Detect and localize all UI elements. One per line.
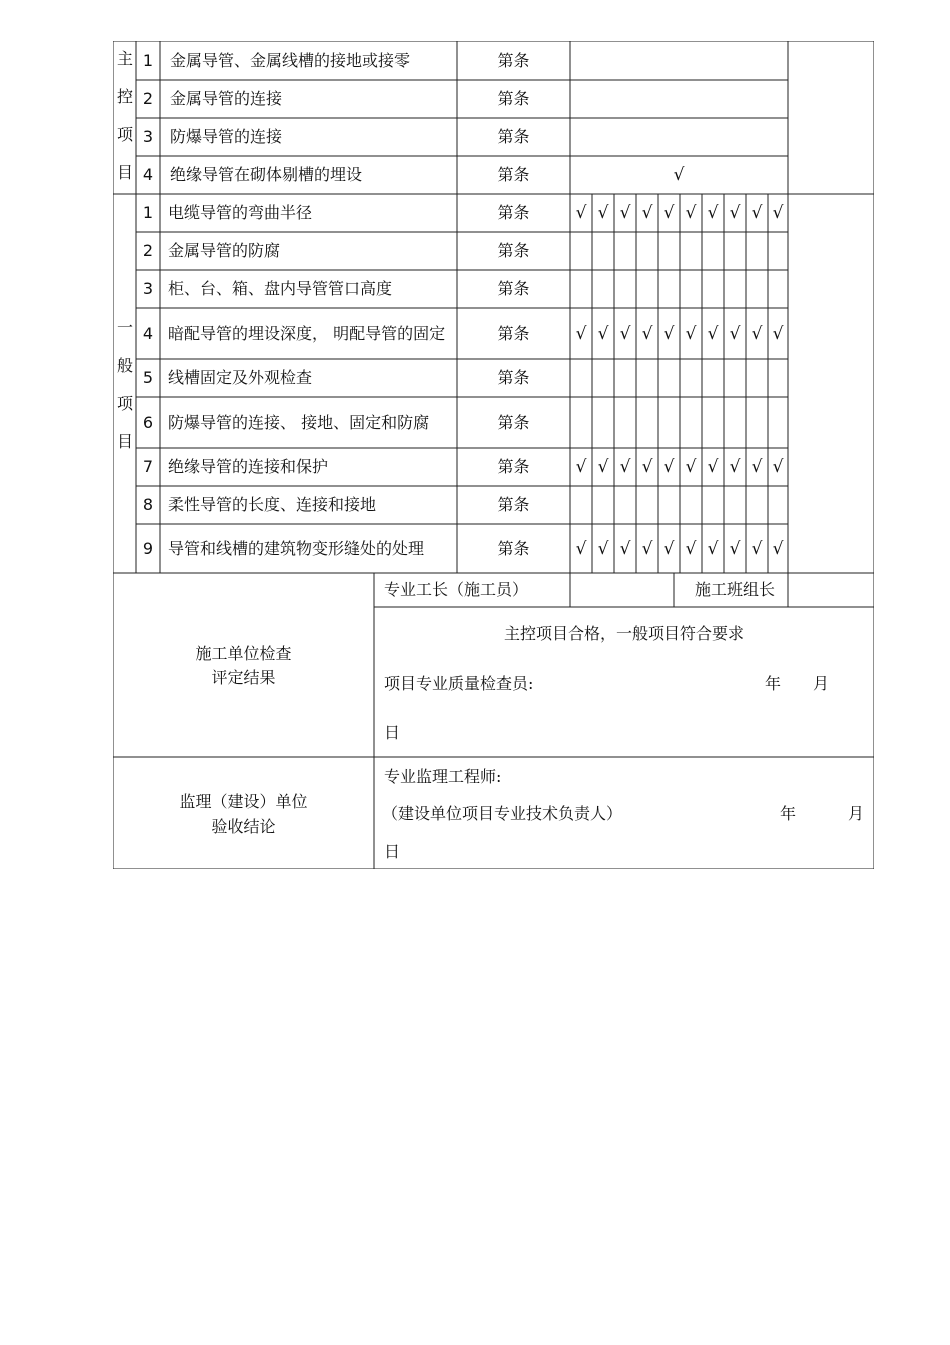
item-number: 7 [142, 457, 154, 476]
inspection-form [113, 41, 874, 869]
general-label-char: 一 [117, 318, 134, 337]
check-mark: √ [729, 323, 741, 344]
supervisor-label: 监理（建设）单位 [179, 792, 308, 811]
item-clause: 第条 [497, 165, 530, 184]
month-label: 月 [848, 804, 865, 823]
main-control-label-char: 目 [117, 163, 134, 182]
item-number: 5 [142, 368, 154, 387]
item-number: 2 [142, 89, 154, 108]
item-number: 8 [142, 495, 154, 514]
check-mark: √ [772, 538, 784, 559]
check-mark: √ [663, 323, 675, 344]
item-name: 金属导管的防腐 [168, 241, 281, 260]
check-mark: √ [772, 203, 784, 223]
item-clause: 第条 [497, 203, 530, 222]
check-mark: √ [729, 203, 741, 223]
check-mark: √ [751, 457, 763, 477]
check-mark: √ [663, 457, 675, 477]
item-number: 2 [142, 241, 154, 260]
item-number: 3 [142, 279, 154, 298]
check-mark: √ [707, 457, 719, 477]
item-name: 电缆导管的弯曲半径 [168, 203, 313, 222]
check-mark: √ [619, 203, 631, 223]
check-mark: √ [575, 323, 587, 344]
item-check-mark: √ [673, 165, 685, 185]
check-mark: √ [575, 538, 587, 559]
check-mark: √ [729, 457, 741, 477]
day-label: 日 [384, 723, 401, 742]
contractor-label: 施工单位检查 [195, 644, 292, 663]
item-name: 柜、台、箱、盘内导管管口高度 [168, 279, 393, 298]
check-mark: √ [641, 323, 653, 344]
general-label-char: 项 [117, 394, 134, 413]
contractor-result: 主控项目合格，一般项目符合要求 [503, 624, 744, 643]
main-control-label-char: 控 [117, 87, 134, 106]
item-clause: 第条 [497, 368, 530, 387]
check-mark: √ [619, 538, 631, 559]
item-check-mark [570, 41, 788, 80]
item-check-mark [570, 80, 788, 118]
month-label: 月 [813, 674, 830, 693]
general-label-char: 般 [117, 356, 134, 375]
owner-rep-label: （建设单位项目专业技术负责人） [382, 804, 623, 823]
item-number: 6 [142, 412, 154, 432]
check-mark: √ [663, 203, 675, 223]
check-mark: √ [575, 203, 587, 223]
item-clause: 第条 [497, 412, 530, 432]
check-mark: √ [707, 323, 719, 344]
general-label-char: 目 [117, 432, 134, 451]
check-mark: √ [641, 538, 653, 559]
year-label: 年 [765, 674, 782, 693]
inspector-label: 项目专业质量检查员: [384, 674, 534, 693]
item-name: 柔性导管的长度、连接和接地 [168, 495, 377, 514]
check-mark: √ [641, 203, 653, 223]
check-mark: √ [619, 323, 631, 344]
item-name: 金属导管的连接 [170, 89, 283, 108]
item-clause: 第条 [497, 495, 530, 514]
item-check-mark [570, 118, 788, 156]
check-mark: √ [772, 457, 784, 477]
day-label: 日 [384, 842, 401, 861]
supervisor-label: 验收结论 [211, 817, 276, 836]
check-mark: √ [685, 457, 697, 477]
check-mark: √ [772, 323, 784, 344]
item-number: 1 [142, 203, 154, 222]
item-clause: 第条 [497, 323, 530, 343]
check-mark: √ [729, 538, 741, 559]
check-mark: √ [751, 203, 763, 223]
item-name: 防爆导管的连接 [170, 127, 283, 146]
item-clause: 第条 [497, 241, 530, 260]
check-mark: √ [597, 538, 609, 559]
contractor-label: 评定结果 [211, 668, 276, 687]
check-mark: √ [597, 457, 609, 477]
item-number: 4 [142, 165, 154, 184]
item-number: 4 [142, 323, 154, 343]
team-leader-label: 施工班组长 [694, 580, 775, 599]
check-mark: √ [751, 538, 763, 559]
item-clause: 第条 [497, 127, 530, 146]
item-clause: 第条 [497, 50, 530, 70]
check-mark: √ [597, 203, 609, 223]
check-mark: √ [751, 323, 763, 344]
item-name: 金属导管、金属线槽的接地或接零 [170, 50, 411, 70]
item-clause: 第条 [497, 538, 530, 558]
check-mark: √ [619, 457, 631, 477]
check-mark: √ [685, 323, 697, 344]
check-mark: √ [707, 538, 719, 559]
check-mark: √ [575, 457, 587, 477]
check-mark: √ [597, 323, 609, 344]
check-mark: √ [707, 203, 719, 223]
item-clause: 第条 [497, 279, 530, 298]
year-label: 年 [780, 804, 797, 823]
item-name: 绝缘导管的连接和保护 [168, 457, 329, 476]
item-name: 导管和线槽的建筑物变形缝处的处理 [168, 538, 425, 558]
item-name: 暗配导管的埋设深度， 明配导管的固定 [168, 323, 446, 343]
item-number: 9 [142, 538, 154, 558]
main-control-label-char: 项 [117, 125, 134, 144]
item-clause: 第条 [497, 89, 530, 108]
item-clause: 第条 [497, 457, 530, 476]
item-name: 线槽固定及外观检查 [168, 368, 313, 387]
supervisor-engineer-label: 专业监理工程师: [384, 767, 502, 786]
check-mark: √ [641, 457, 653, 477]
main-control-label-char: 主 [117, 49, 134, 68]
item-name: 绝缘导管在砌体剔槽的埋设 [170, 165, 363, 184]
check-mark: √ [685, 203, 697, 223]
check-mark: √ [685, 538, 697, 559]
item-number: 1 [142, 50, 154, 70]
item-name: 防爆导管的连接、 接地、固定和防腐 [168, 412, 430, 432]
item-number: 3 [142, 127, 154, 146]
foreman-label: 专业工长（施工员） [384, 580, 529, 599]
check-mark: √ [663, 538, 675, 559]
